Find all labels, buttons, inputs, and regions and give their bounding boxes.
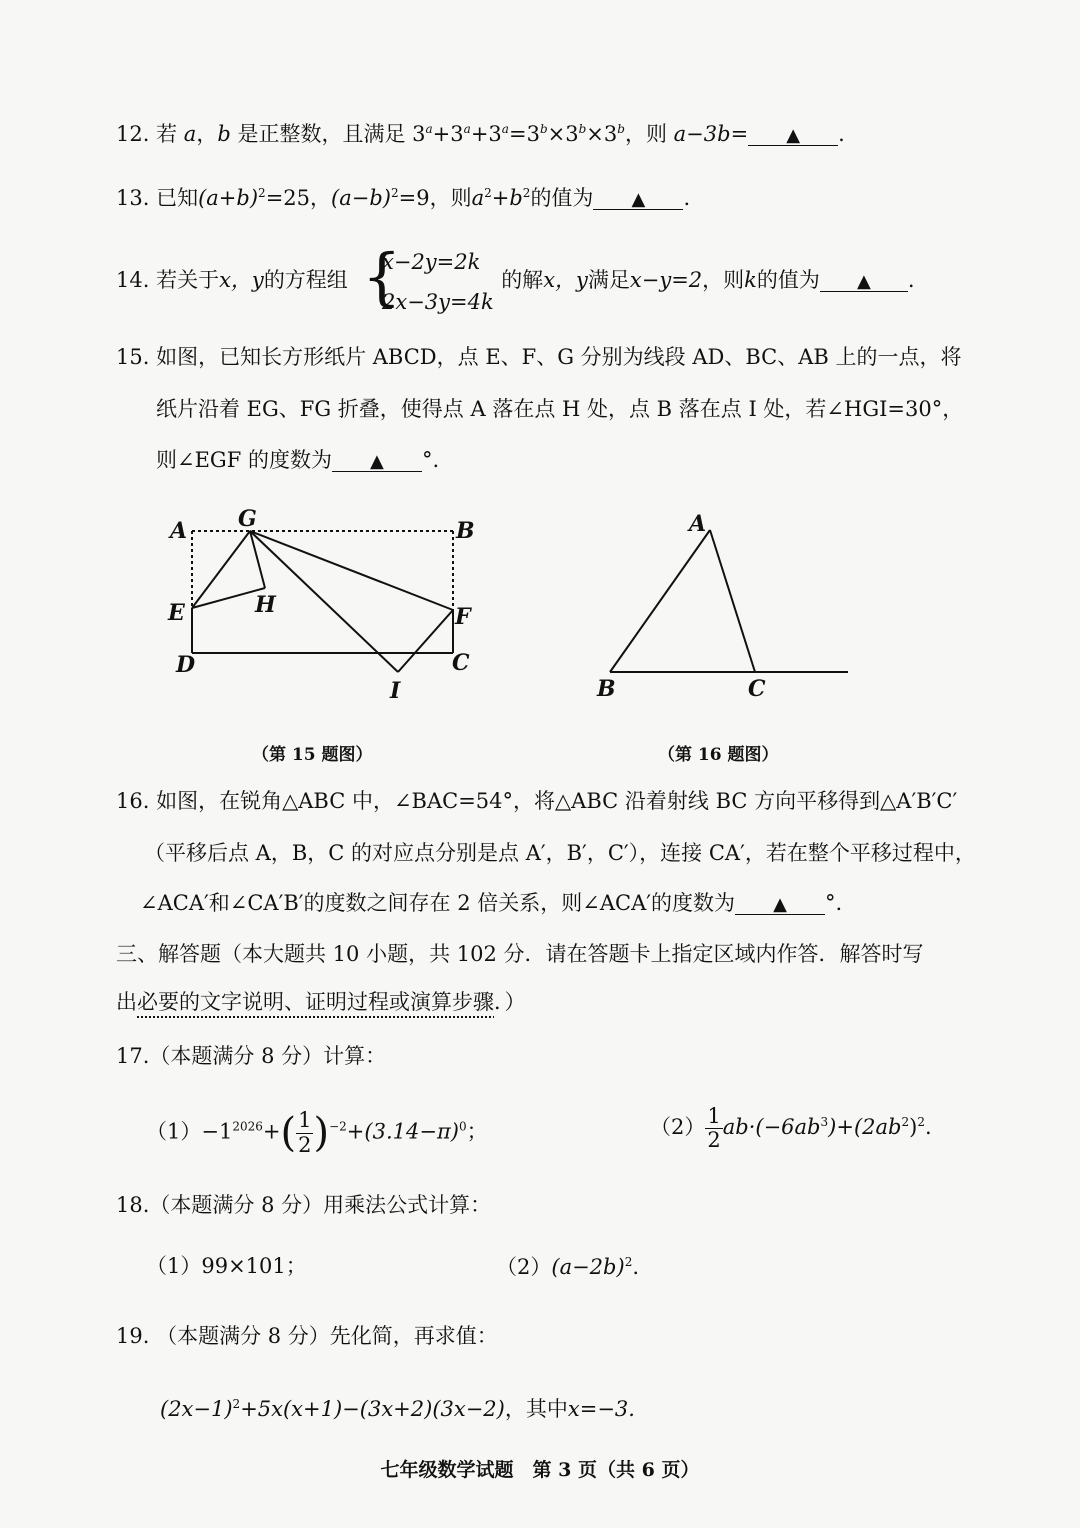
q19-title: 19. （本题满分 8 分）先化简，再求值：	[116, 1324, 498, 1348]
fig16-caption: （第 16 题图）	[658, 745, 779, 765]
fig16-label-C: C	[748, 676, 766, 702]
fig15-label-G: G	[238, 506, 257, 532]
fig16-label-B: B	[597, 676, 616, 702]
fig15-line-IF	[398, 610, 453, 672]
q18-part1: （1）99×101；	[146, 1254, 307, 1278]
fig15-label-E: E	[168, 600, 185, 626]
q16-line2: （平移后点 A，B，C 的对应点分别是点 A′，B′，C′），连接 CA′，若在整个平移过程中，	[144, 841, 976, 865]
fig15-line-GH	[250, 531, 265, 588]
answer-blank-12[interactable]: ▲	[748, 124, 838, 146]
fig15-label-H: H	[255, 592, 276, 618]
fig15-label-F: F	[455, 604, 471, 630]
q15-line3: 则∠EGF 的度数为 ▲ °.	[156, 448, 440, 472]
section3-line1: 三、解答题（本大题共 10 小题，共 102 分．请在答题卡上指定区域内作答．解答时写	[116, 942, 924, 966]
fig15-label-I: I	[390, 678, 401, 704]
answer-blank-15[interactable]: ▲	[332, 450, 422, 472]
fig15-label-C: C	[452, 650, 470, 676]
fig16-label-A: A	[689, 511, 707, 537]
question-14: 14. 若关于x，y的方程组 的解x，y满足x−y=2，则k的值为 ▲ .	[116, 268, 915, 292]
q18-title: 18.（本题满分 8 分）用乘法公式计算：	[116, 1193, 492, 1217]
q17-title: 17.（本题满分 8 分）计算：	[116, 1044, 387, 1068]
answer-blank-14[interactable]: ▲	[820, 270, 908, 292]
answer-blank-16[interactable]: ▲	[735, 893, 825, 915]
fig16-side-AB	[610, 530, 710, 672]
q19-expression: $(2x-1)^2+5x(x+1)-(3x+2)(3x-2)$，其中x=−3.	[160, 1397, 635, 1421]
fig15-label-D: D	[176, 652, 196, 678]
question-13: 13. 已知$(a+b)^2=25$，$(a-b)^2=9$，则$a^2+b^2$的值为 ▲ .	[116, 186, 691, 210]
answer-blank-13[interactable]: ▲	[593, 188, 683, 210]
q16-line1: 16. 如图，在锐角△ABC 中，∠BAC=54°，将△ABC 沿着射线 BC 方向平移得到△A′B′C′	[116, 789, 958, 813]
q18-part2: $(2)(a-2b)^2$.	[496, 1255, 640, 1279]
q17-part2: （2） $\frac{1}{2}$ $ab\cdot(-6ab^3)+(2ab^2)^2$.	[650, 1104, 932, 1153]
q17-part1: $(1)-1^{2026}+$( $\frac{1}{2}$ )$^{-2}+(3.14-\pi)^0$；	[146, 1108, 488, 1157]
page-footer: 七年级数学试题 第 3 页（共 6 页）	[380, 1459, 700, 1481]
fig16-side-AC	[710, 530, 755, 672]
q15-line2: 纸片沿着 EG、FG 折叠，使得点 A 落在点 H 处，点 B 落在点 I 处，若∠HGI=30°，	[156, 397, 964, 421]
fig15-label-B: B	[456, 518, 475, 544]
fig15-line-GE	[192, 531, 250, 608]
fig15-label-A: A	[170, 518, 188, 544]
q15-line1: 15. 如图，已知长方形纸片 ABCD，点 E、F、G 分别为线段 AD、BC、AB 上的一点，将	[116, 345, 962, 369]
fig15-caption: （第 15 题图）	[252, 745, 373, 765]
section3-line2: 出必要的文字说明、证明过程或演算步骤．）	[116, 990, 526, 1014]
figure-15	[160, 500, 500, 710]
system-eq2: 2x−3y=4k	[382, 290, 494, 314]
fig15-line-GF	[250, 531, 453, 610]
q16-line3: ∠ACA′和∠CA′B′的度数之间存在 2 倍关系，则∠ACA′的度数为 ▲ °.	[140, 891, 843, 915]
system-brace: {	[362, 240, 402, 313]
figure-16	[585, 505, 865, 705]
question-12: 12. 若 a，b 是正整数，且满足 $3^a+3^a+3^a=3^b\times 3^b\times 3^b$，则 a−3b= ▲ .	[116, 122, 845, 146]
system-eq1: x−2y=2k	[382, 250, 481, 274]
